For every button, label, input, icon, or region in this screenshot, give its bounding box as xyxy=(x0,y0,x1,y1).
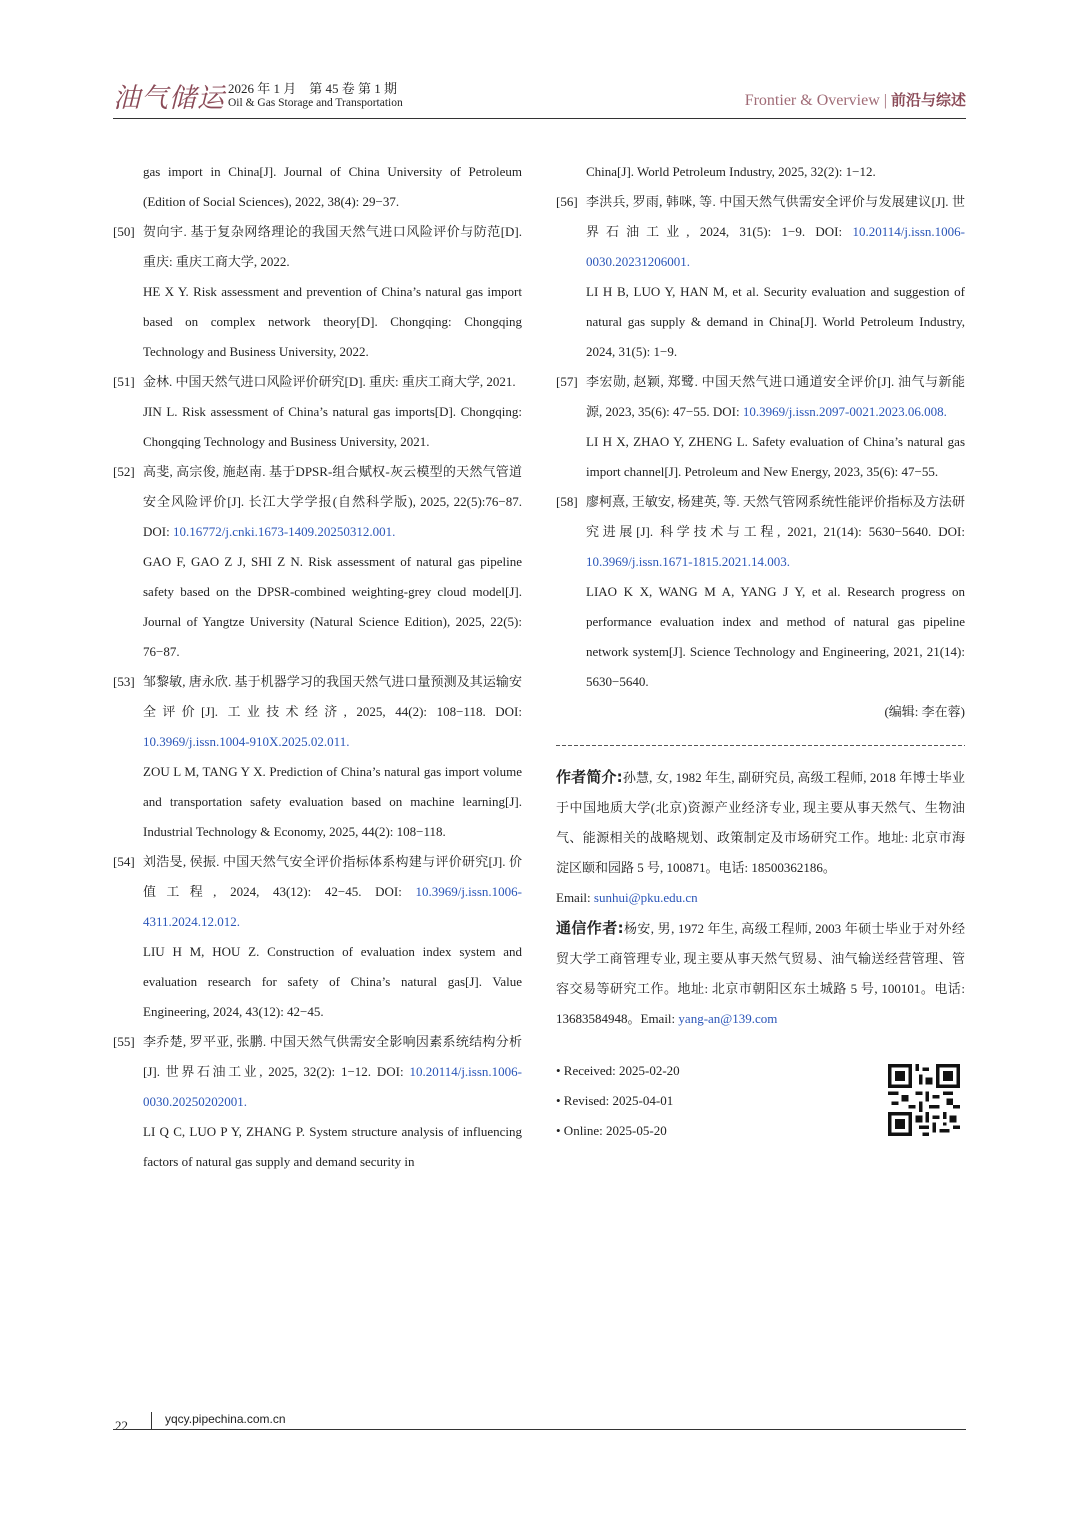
page-number: 22 xyxy=(115,1418,128,1433)
reference-54-en: LIU H M, HOU Z. Construction of evaluation index system and evaluation research for safety of China’s natural gas[J]. Value Engineering, 2024, 43(12): 42−45. xyxy=(143,944,522,1019)
section-title-en: Frontier & Overview xyxy=(744,92,880,109)
doi-link[interactable]: 10.3969/j.issn.1671-1815.2021.14.003. xyxy=(586,554,791,569)
received-date: • Received: 2025-02-20 xyxy=(556,1063,680,1078)
reference-51: [51] 金林. 中国天然气进口风险评价研究[D]. 重庆: 重庆工商大学, 2021. xyxy=(113,374,516,389)
reference-50-en: HE X Y. Risk assessment and prevention of China’s natural gas import based on complex network theory[D]. Chongqing: Chongqing Technology and Business University, 2022. xyxy=(143,284,522,359)
online-date: • Online: 2025-05-20 xyxy=(556,1123,667,1138)
reference-52: [52] 高斐, 高宗俊, 施赵南. 基于DPSR-组合赋权-灰云模型的天然气管道安全风险评价[J]. 长江大学学报(自然科学版), 2025, 22(5):76−87. DOI: 10.16772/j.cnki.1673-1409.20250312.001. xyxy=(113,464,522,539)
reference-55: [55] 李乔楚, 罗平亚, 张鹏. 中国天然气供需安全影响因素系统结构分析[J]. 世界石油工业, 2025, 32(2): 1−12. DOI: 10.20114/j.issn.1006-0030.20250202001. xyxy=(113,1034,522,1109)
reference-50: [50] 贺向宇. 基于复杂网络理论的我国天然气进口风险评价与防范[D]. 重庆: 重庆工商大学, 2022. xyxy=(113,224,522,269)
author-bio: 作者简介:孙慧, 女, 1982 年生, 副研究员, 高级工程师, 2018 年博士毕业于中国地质大学(北京)资源产业经济专业, 现主要从事天然气、生物油气、能源相关的战略规划、政策制定及市场研究工作。地址: 北京市海淀区颐和园路 5 号, 100871。电话: 18500362186。 Email: sunhui@pku.edu.cn xyxy=(556,768,965,905)
reference-54: [54] 刘浩旻, 侯振. 中国天然气安全评价指标体系构建与评价研究[J]. 价值工程, 2024, 43(12): 42−45. DOI: 10.3969/j.issn.1006-4311.2024.12.012. xyxy=(113,854,522,929)
author-bio-label: 作者简介: xyxy=(556,768,623,786)
doi-link[interactable]: 10.3969/j.issn.1004-910X.2025.02.011. xyxy=(143,734,350,749)
corresponding-author: 通信作者:杨安, 男, 1972 年生, 高级工程师, 2003 年硕士毕业于对外经贸大学工商管理专业, 现主要从事天然气贸易、油气输送经营管理、管容交易等研究工作。地址: 北京市朝阳区东土城路 5 号, 100101。电话: 13683584948。Email: yang-an@139.com xyxy=(556,919,965,1026)
footer-bracket xyxy=(151,1412,158,1429)
left-column xyxy=(113,157,522,1177)
section-title: Frontier & Overview | 前沿与综述 xyxy=(744,91,966,109)
doi-link[interactable]: 10.3969/j.issn.2097-0021.2023.06.008. xyxy=(742,404,947,419)
reference-58: [58] 廖柯熹, 王敏安, 杨建英, 等. 天然气管网系统性能评价指标及方法研究进展[J]. 科学技术与工程, 2021, 21(14): 5630−5640. DOI: 10.3969/j.issn.1671-1815.2021.14.003. xyxy=(556,494,965,569)
reference-55-continuation: China[J]. World Petroleum Industry, 2025, 32(2): 1−12. xyxy=(586,164,876,179)
qr-code-icon[interactable] xyxy=(888,1064,960,1136)
reference-57: [57] 李宏勋, 赵颖, 郑鹭. 中国天然气进口通道安全评价[J]. 油气与新能源, 2023, 35(6): 47−55. DOI: 10.3969/j.issn.2097-0021.2023.06.008. xyxy=(556,374,965,419)
doi-link[interactable]: 10.20114/j.issn.1006-0030.20231206001. xyxy=(586,224,965,269)
journal-logo: 油气储运 xyxy=(113,83,225,114)
journal-website-link[interactable]: yqcy.pipechina.com.cn xyxy=(165,1412,286,1426)
corresponding-email-link[interactable]: yang-an@139.com xyxy=(678,1011,778,1026)
corresponding-author-label: 通信作者: xyxy=(556,919,624,937)
doi-link[interactable]: 10.16772/j.cnki.1673-1409.20250312.001. xyxy=(172,524,396,539)
editor-note: (编辑: 李在蓉) xyxy=(884,704,965,719)
footer-rule xyxy=(113,1429,966,1430)
reference-52-en: GAO F, GAO Z J, SHI Z N. Risk assessment of natural gas pipeline safety based on the DPSR-combined weighting-grey cloud model[J]. Journal of Yangtze University (Natural Science Edition), 2025, 22(5): 76−87. xyxy=(143,554,522,659)
reference-56-en: LI H B, LUO Y, HAN M, et al. Security evaluation and suggestion of natural gas supply & demand in China[J]. World Petroleum Industry, 2024, 31(5): 1−9. xyxy=(586,284,965,359)
section-divider xyxy=(556,745,965,746)
page-header xyxy=(113,72,966,118)
doi-link[interactable]: 10.3969/j.issn.1006-4311.2024.12.012. xyxy=(143,884,522,929)
reference-58-en: LIAO K X, WANG M A, YANG J Y, et al. Research progress on performance evaluation index and method of natural gas pipeline network system[J]. Science Technology and Engineering, 2021, 21(14): 5630−5640. xyxy=(586,584,965,689)
reference-51-en: JIN L. Risk assessment of China’s natural gas imports[D]. Chongqing: Chongqing Technology and Business University, 2021. xyxy=(143,404,522,449)
doi-link[interactable]: 10.20114/j.issn.1006-0030.20250202001. xyxy=(143,1064,522,1109)
author-email-link[interactable]: sunhui@pku.edu.cn xyxy=(593,890,698,905)
reference-57-en: LI H X, ZHAO Y, ZHENG L. Safety evaluation of China’s natural gas import channel[J]. Petroleum and New Energy, 2023, 35(6): 47−55. xyxy=(586,434,965,479)
reference-56: [56] 李洪兵, 罗雨, 韩咪, 等. 中国天然气供需安全评价与发展建议[J]. 世界石油工业, 2024, 31(5): 1−9. DOI: 10.20114/j.issn.1006-0030.20231206001. xyxy=(556,194,965,269)
reference-55-en: LI Q C, LUO P Y, ZHANG P. System structure analysis of influencing factors of natural gas supply and demand security in xyxy=(143,1124,522,1169)
reference-49-continuation: gas import in China[J]. Journal of China University of Petroleum (Edition of Social Sciences), 2022, 38(4): 29−37. xyxy=(143,164,522,209)
revised-date: • Revised: 2025-04-01 xyxy=(556,1093,674,1108)
section-title-zh: 前沿与综述 xyxy=(890,91,966,109)
header-rule xyxy=(113,118,966,119)
right-column xyxy=(556,157,965,1146)
journal-name-en: Oil & Gas Storage and Transportation xyxy=(228,97,403,109)
issue-info: 2026 年 1 月 第 45 卷 第 1 期 xyxy=(228,81,398,96)
reference-53: [53] 邹黎敏, 唐永欣. 基于机器学习的我国天然气进口量预测及其运输安全评价[J]. 工业技术经济, 2025, 44(2): 108−118. DOI: 10.3969/j.issn.1004-910X.2025.02.011. xyxy=(113,674,522,749)
reference-53-en: ZOU L M, TANG Y X. Prediction of China’s natural gas import volume and transportation safety evaluation based on machine learning[J]. Industrial Technology & Economy, 2025, 44(2): 108−118. xyxy=(143,764,522,839)
article-dates xyxy=(556,1056,965,1146)
